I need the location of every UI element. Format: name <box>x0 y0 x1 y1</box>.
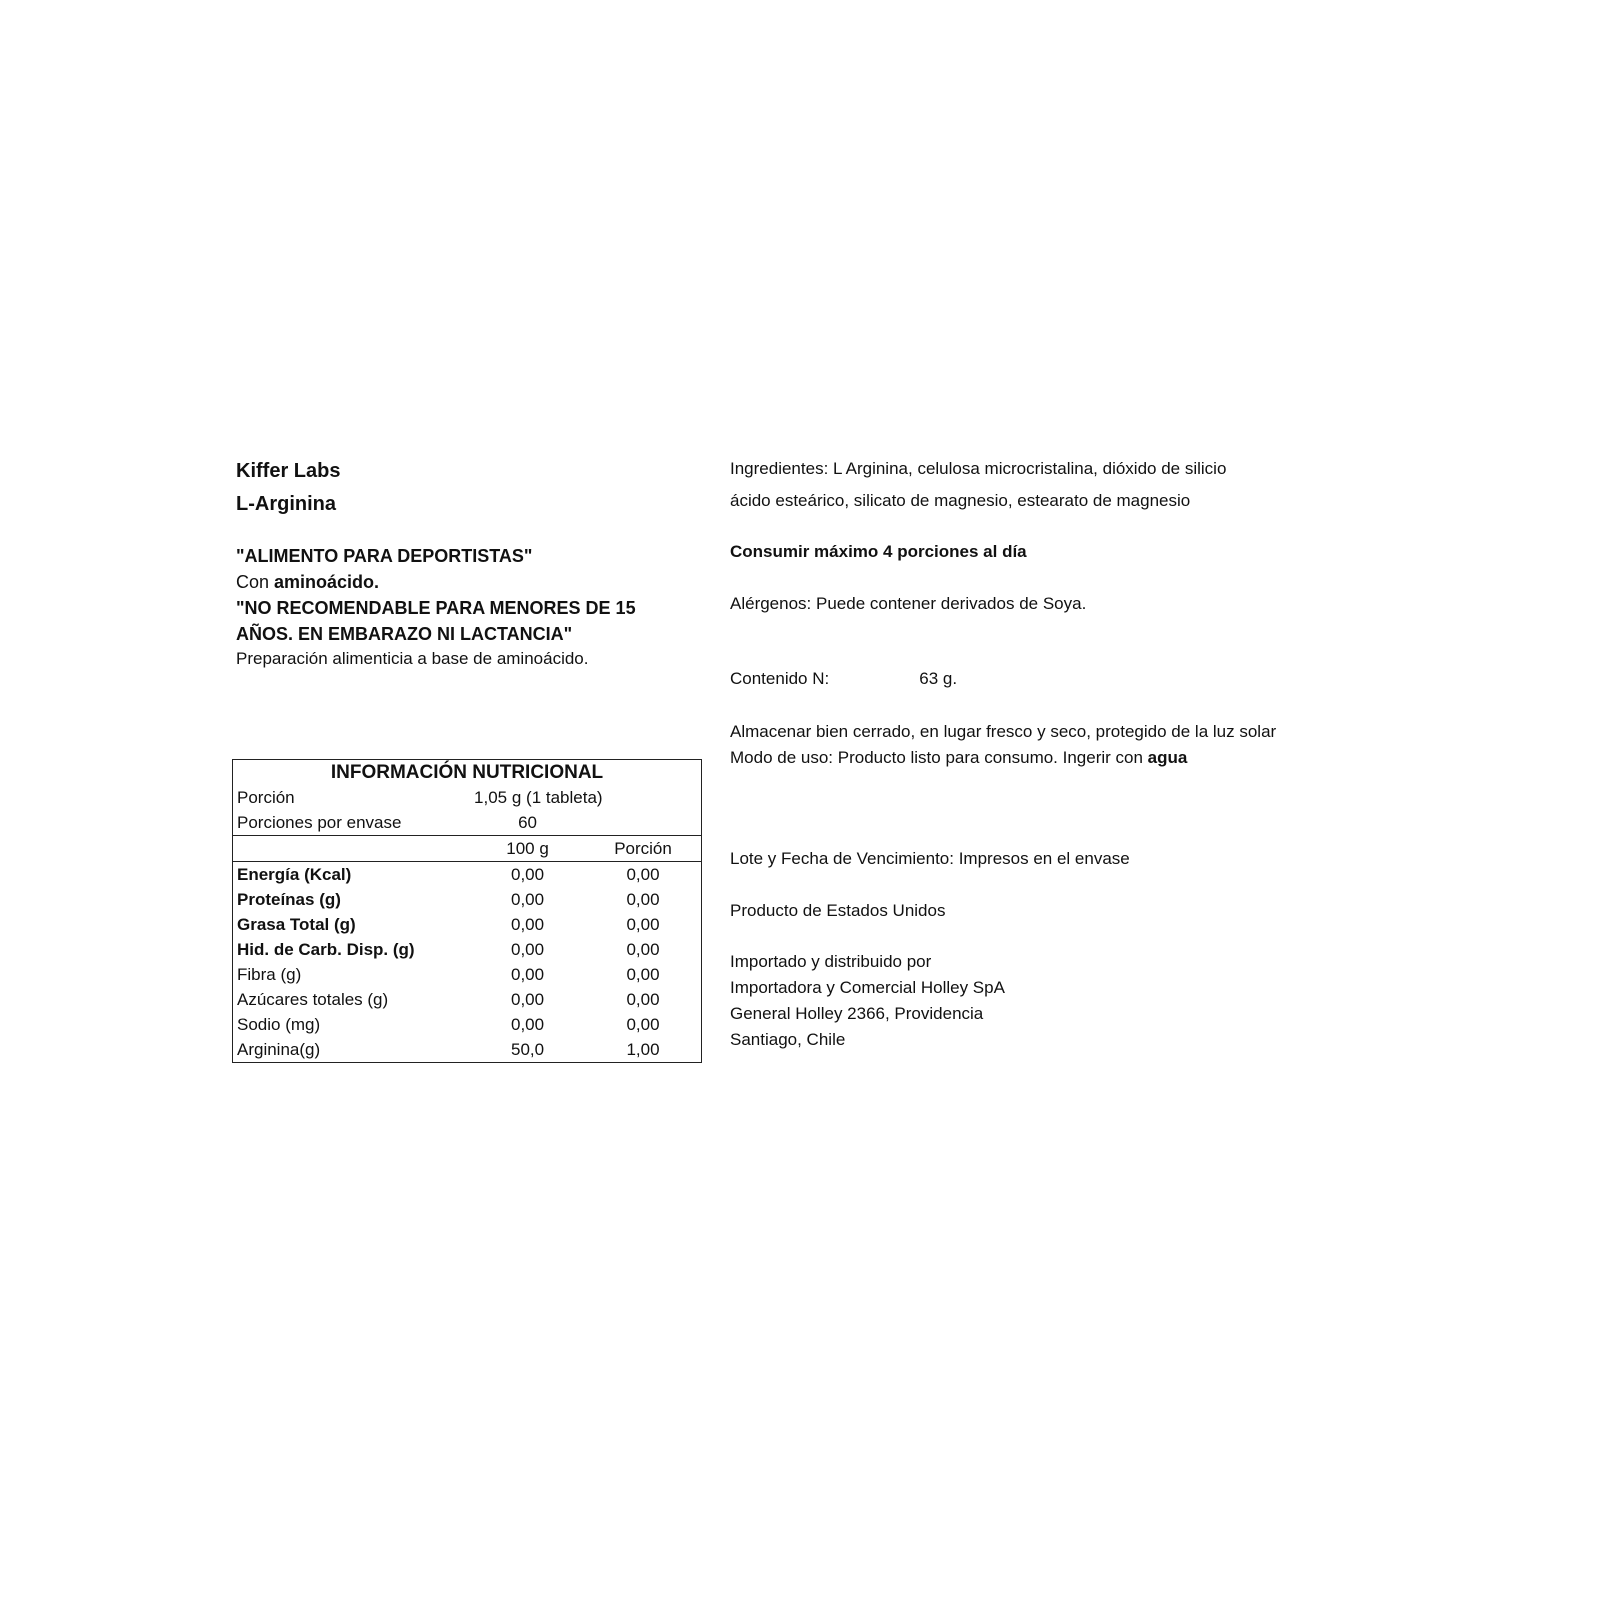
nutrient-label: Sodio (mg) <box>237 1014 321 1034</box>
portion-value: 1,05 g (1 tableta) <box>474 787 603 807</box>
usage-instructions <box>730 744 1187 771</box>
nutrient-value-portion: 0,00 <box>626 964 660 984</box>
nutrient-label: Arginina(g) <box>237 1039 321 1059</box>
nutrition-table <box>232 759 702 1063</box>
column-header-portion: Porción <box>585 836 701 862</box>
nutrient-value-portion: 0,00 <box>626 1014 660 1034</box>
usage-bold: agua <box>1147 748 1188 767</box>
table-row <box>233 912 702 937</box>
nutrient-value-100g: 0,00 <box>510 914 545 934</box>
content-value: 63 g. <box>919 669 958 688</box>
nutrient-value-portion: 1,00 <box>626 1039 660 1059</box>
warning-line-2-bold: aminoácido. <box>274 572 380 592</box>
nutrient-value-portion: 0,00 <box>585 862 701 888</box>
usage-text: Modo de uso: Producto listo para consumo. Ingerir con <box>730 748 1148 767</box>
storage-instructions: Almacenar bien cerrado, en lugar fresco y seco, protegido de la luz solar <box>730 722 1277 741</box>
nutrient-value-100g: 0,00 <box>510 939 545 959</box>
nutrient-label: Fibra (g) <box>237 964 302 984</box>
nutrient-value-100g: 50,0 <box>510 1039 545 1059</box>
nutrient-label: Grasa Total (g) <box>237 914 356 934</box>
table-row <box>233 987 702 1012</box>
allergens: Alérgenos: Puede contener derivados de Soya. <box>730 594 1087 613</box>
nutrient-label: Proteínas (g) <box>237 889 341 909</box>
importer-line-3: General Holley 2366, Providencia <box>730 1004 984 1023</box>
table-row <box>233 937 702 962</box>
warning-line-4: AÑOS. EN EMBARAZO NI LACTANCIA" <box>236 624 573 644</box>
lot-expiration: Lote y Fecha de Vencimiento: Impresos en el envase <box>730 849 1130 868</box>
warnings-block <box>236 543 706 647</box>
warning-line-1: "ALIMENTO PARA DEPORTISTAS" <box>236 546 533 566</box>
servings-label: Porciones por envase <box>237 812 402 832</box>
servings-value: 60 <box>518 812 537 832</box>
warning-line-2 <box>236 569 706 595</box>
nutrient-value-100g: 0,00 <box>510 989 545 1009</box>
importer-line-4: Santiago, Chile <box>730 1030 846 1049</box>
nutrient-value-100g: 0,00 <box>510 964 545 984</box>
brand-name: Kiffer Labs <box>236 460 341 482</box>
table-row <box>233 862 702 888</box>
nutrient-value-portion: 0,00 <box>626 889 660 909</box>
nutrient-label: Azúcares totales (g) <box>237 989 389 1009</box>
content-line <box>730 665 957 692</box>
nutrient-label: Energía (Kcal) <box>233 862 471 888</box>
portion-label: Porción <box>237 787 295 807</box>
nutrient-value-100g: 0,00 <box>510 889 545 909</box>
nutrient-value-100g: 0,00 <box>510 1014 545 1034</box>
ingredients-line-2: ácido esteárico, silicato de magnesio, estearato de magnesio <box>730 491 1191 510</box>
table-row <box>233 1012 702 1037</box>
nutrient-value-portion: 0,00 <box>626 939 660 959</box>
importer-line-2: Importadora y Comercial Holley SpA <box>730 978 1005 997</box>
max-consumption: Consumir máximo 4 porciones al día <box>730 542 1027 561</box>
nutrient-label: Hid. de Carb. Disp. (g) <box>237 939 415 959</box>
warning-line-3: "NO RECOMENDABLE PARA MENORES DE 15 <box>236 598 636 618</box>
nutrient-value-100g: 0,00 <box>470 862 585 888</box>
content-label: Contenido N: <box>730 669 830 688</box>
product-name: L-Arginina <box>236 493 336 515</box>
warning-line-2-prefix: Con <box>236 572 275 592</box>
nutrient-value-portion: 0,00 <box>626 914 660 934</box>
importer-line-1: Importado y distribuido por <box>730 952 932 971</box>
column-header-100g: 100 g <box>470 836 585 862</box>
nutrition-title: INFORMACIÓN NUTRICIONAL <box>330 761 604 783</box>
table-row <box>233 1037 702 1063</box>
table-row <box>233 962 702 987</box>
left-column <box>236 455 706 671</box>
preparation-text: Preparación alimenticia a base de aminoácido. <box>236 649 589 668</box>
origin: Producto de Estados Unidos <box>730 901 946 920</box>
table-row <box>233 887 702 912</box>
ingredients-line-1: Ingredientes: L Arginina, celulosa microcristalina, dióxido de silicio <box>730 459 1227 478</box>
nutrient-value-portion: 0,00 <box>626 989 660 1009</box>
